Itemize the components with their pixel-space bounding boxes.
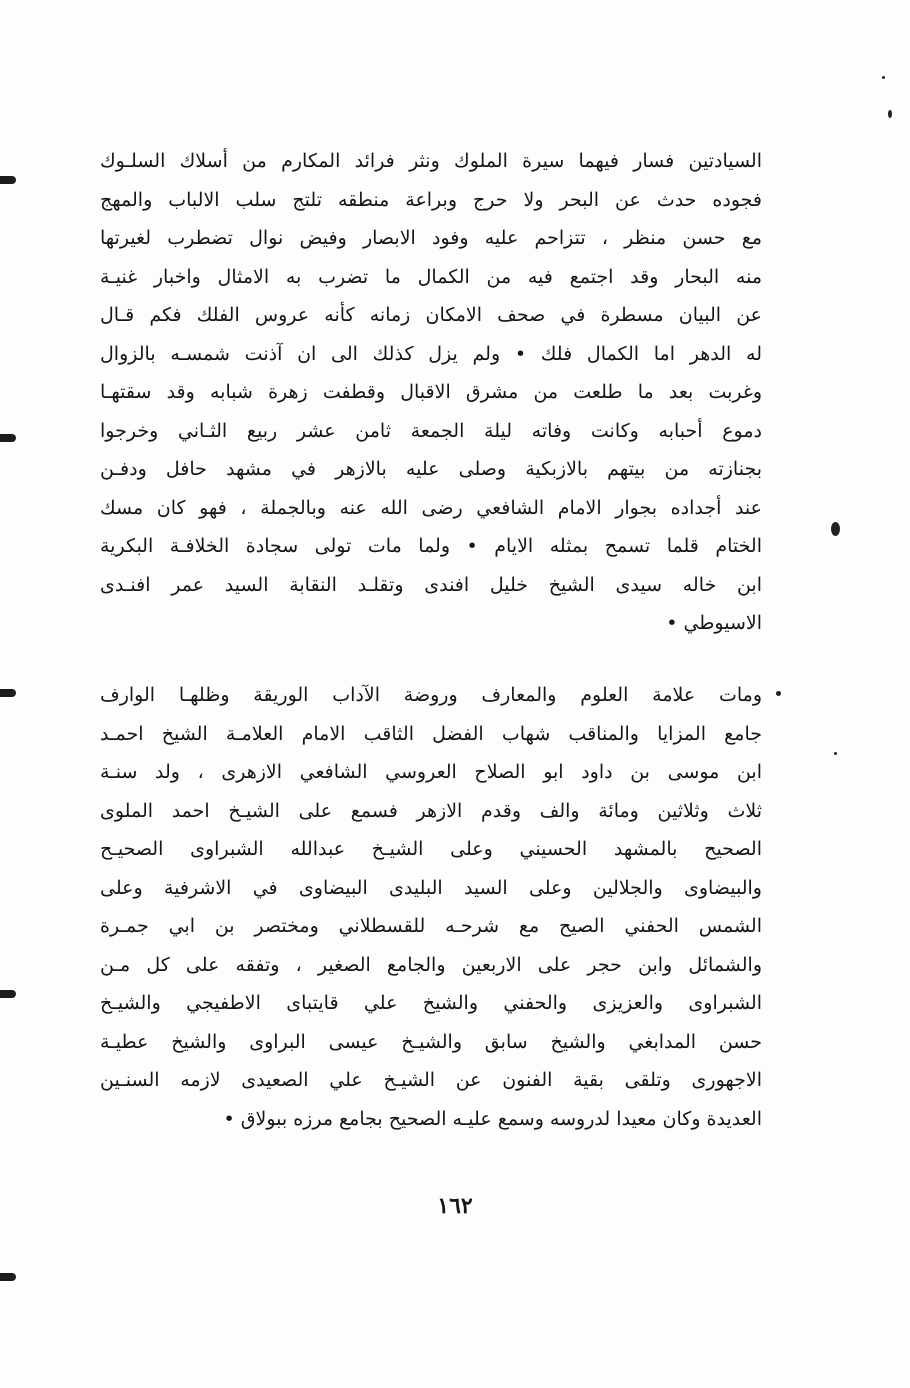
text-line: وغربت بعد ما طلعت من مشرق الاقبال وقطفت زهرة شبابه وقد سقتهـا — [100, 381, 762, 403]
binding-mark — [0, 1273, 16, 1281]
text-line: الشمس الحفني الصيح مع شرحـه للقسطلاني ومختصر بن ابي جمـرة — [100, 915, 762, 937]
text-line: الختام قلما تسمح بمثله الايام • ولما مات تولى سجادة الخلافـة البكرية — [100, 535, 762, 557]
text-line: عن البيان مسطرة في صحف الامكان زمانه كأنه عروس الفلك فكم قـال — [100, 304, 762, 326]
text-line: دموع أحبابه وكانت وفاته ليلة الجمعة ثامن عشر ربيع الثـاني وخرجوا — [100, 419, 762, 442]
text-line: الاجهورى وتلقى بقية الفنون عن الشيـخ علي الصعيدى لازمه السنـين — [100, 1069, 762, 1091]
page-number: ١٦٢ — [437, 1193, 473, 1219]
ink-speck — [831, 522, 840, 536]
text-line: ومات علامة العلوم والمعارف وروضة الآداب الوريقة وظلهـا الوارف — [100, 684, 762, 706]
text-line: الصحيح بالمشهد الحسيني وعلى الشيـخ عبدالله الشبراوى الصحيـح — [100, 838, 762, 860]
text-line: ثلاث وثلاثين ومائة والف وقدم الازهر فسمع على الشيـخ احمد الملوى — [100, 799, 762, 822]
text-line: عند أجداده بجوار الامام الشافعي رضى الله عنه وبالجملة ، فهو كان مسك — [100, 496, 762, 519]
paragraph-1 — [100, 142, 762, 643]
text-line: السيادتين فسار فيهما سيرة الملوك ونثر فرائد المكارم من أسلاك السلـوك — [100, 150, 762, 172]
text-line: له الدهر اما الكمال فلك • ولم يزل كذلك الى ان آذنت شمسـه بالزوال — [100, 342, 762, 365]
ink-speck — [776, 691, 781, 696]
text-line: جامع المزايا والمناقب شهاب الفضل الثاقب الامام العلامـة الشيخ احمـد — [100, 722, 762, 745]
text-line: الشبراوى والعزيزى والحفني والشيخ علي قايتباى الاطفيجي والشيـخ — [100, 992, 762, 1014]
binding-mark — [0, 434, 16, 442]
paragraph-2 — [100, 676, 762, 1138]
text-line: منه البحار وقد اجتمع فيه من الكمال ما تضرب به الامثال واخبار غنيـة — [100, 265, 762, 288]
text-line: ابن خاله سيدى الشيخ خليل افندى وتقلـد النقابة السيد عمر افنـدى — [100, 573, 762, 596]
ink-speck — [882, 76, 885, 79]
text-line: والبيضاوى والجلالين وعلى السيد البليدى البيضاوى في الاشرفية وعلى — [100, 876, 762, 899]
binding-mark — [0, 176, 16, 184]
text-line: الاسيوطي • — [666, 612, 762, 634]
ink-speck — [888, 110, 892, 118]
text-line: بجنازته من بيتهم بالازبكية وصلى عليه بالازهر في مشهد حافل ودفـن — [100, 458, 762, 480]
text-line: والشمائل وابن حجر على الاربعين والجامع الصغير ، وتفقه على كل مـن — [100, 953, 762, 976]
text-line: مع حسن منظر ، تتزاحم عليه وفود الابصار وفيض نوال تضطرب لغيرتها — [100, 227, 762, 249]
binding-mark — [0, 990, 16, 998]
text-line: ابن موسى بن داود ابو الصلاح العروسي الشافعي الازهرى ، ولد سنـة — [100, 761, 762, 783]
ink-speck — [834, 752, 837, 755]
text-line: فجوده حدث عن البحر ولا حرج وبراعة منطقه تلتج سلب الالباب والمهج — [100, 188, 762, 211]
text-line: حسن المدابغي والشيخ سابق والشيـخ عيسى البراوى والشيخ عطيـة — [100, 1030, 762, 1053]
text-line: العديدة وكان معيدا لدروسه وسمع عليـه الصحيح بجامع مرزه ببولاق • — [223, 1107, 762, 1130]
binding-mark — [0, 689, 16, 697]
